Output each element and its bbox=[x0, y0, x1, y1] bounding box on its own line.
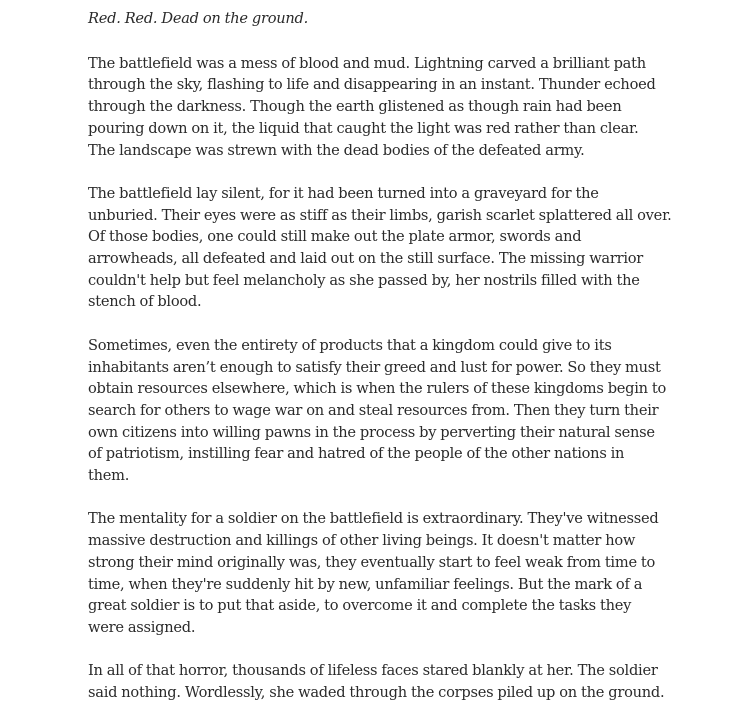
paragraph-line: through the sky, flashing to life and disappearing in an instant. Thunder echoed bbox=[88, 76, 656, 94]
paragraph-line: Sometimes, even the entirety of products that a kingdom could give to its bbox=[88, 336, 612, 354]
paragraph-line: In all of that horror, thousands of lifeless faces stared blankly at her. The soldier bbox=[88, 662, 658, 680]
paragraph-line: inhabitants aren’t enough to satisfy their greed and lust for power. So they must bbox=[88, 358, 661, 376]
paragraph-5 bbox=[88, 660, 668, 703]
paragraph-line: The landscape was strewn with the dead bodies of the defeated army. bbox=[88, 141, 585, 159]
paragraph-line: unburied. Their eyes were as stiff as their limbs, garish scarlet splattered all over. bbox=[88, 206, 672, 224]
paragraph-4 bbox=[88, 508, 668, 638]
paragraph-2 bbox=[88, 183, 672, 313]
paragraph-line: through the darkness. Though the earth glistened as though rain had been bbox=[88, 98, 622, 116]
paragraph-line: massive destruction and killings of other living beings. It doesn't matter how bbox=[88, 532, 636, 550]
intro-line: Red. Red. Dead on the ground. bbox=[88, 10, 309, 27]
paragraph-line: own citizens into willing pawns in the process by perverting their natural sense bbox=[88, 423, 655, 441]
paragraph-line: The mentality for a soldier on the battlefield is extraordinary. They've witnessed bbox=[88, 510, 659, 528]
paragraph-line: arrowheads, all defeated and laid out on the still surface. The missing warrior bbox=[88, 250, 644, 268]
paragraph-line: were assigned. bbox=[88, 618, 196, 636]
paragraph-line: Of those bodies, one could still make out the plate armor, swords and bbox=[88, 228, 582, 246]
paragraph-line: pouring down on it, the liquid that caught the light was red rather than clear. bbox=[88, 119, 639, 137]
paragraph-line: search for others to wage war on and steal resources from. Then they turn their bbox=[88, 401, 659, 419]
paragraph-line: great soldier is to put that aside, to overcome it and complete the tasks they bbox=[88, 597, 632, 615]
paragraph-line: said nothing. Wordlessly, she waded through the corpses piled up on the ground. bbox=[88, 684, 665, 702]
paragraph-line: time, when they're suddenly hit by new, unfamiliar feelings. But the mark of a bbox=[88, 575, 643, 593]
paragraph-line: of patriotism, instilling fear and hatred of the people of the other nations in bbox=[88, 445, 625, 463]
paragraph-line: The battlefield lay silent, for it had been turned into a graveyard for the bbox=[88, 184, 599, 202]
paragraph-3 bbox=[88, 335, 668, 487]
paragraph-1 bbox=[88, 53, 668, 162]
document-body bbox=[88, 8, 672, 725]
paragraph-line: strong their mind originally was, they eventually start to feel weak from time to bbox=[88, 553, 656, 571]
paragraph-line: stench of blood. bbox=[88, 293, 202, 311]
paragraph-line: them. bbox=[88, 467, 130, 485]
paragraph-line: couldn't help but feel melancholy as she passed by, her nostrils filled with the bbox=[88, 271, 640, 289]
paragraph-line: The battlefield was a mess of blood and mud. Lightning carved a brilliant path bbox=[88, 54, 646, 72]
paragraph-line: obtain resources elsewhere, which is when the rulers of these kingdoms begin to bbox=[88, 380, 667, 398]
